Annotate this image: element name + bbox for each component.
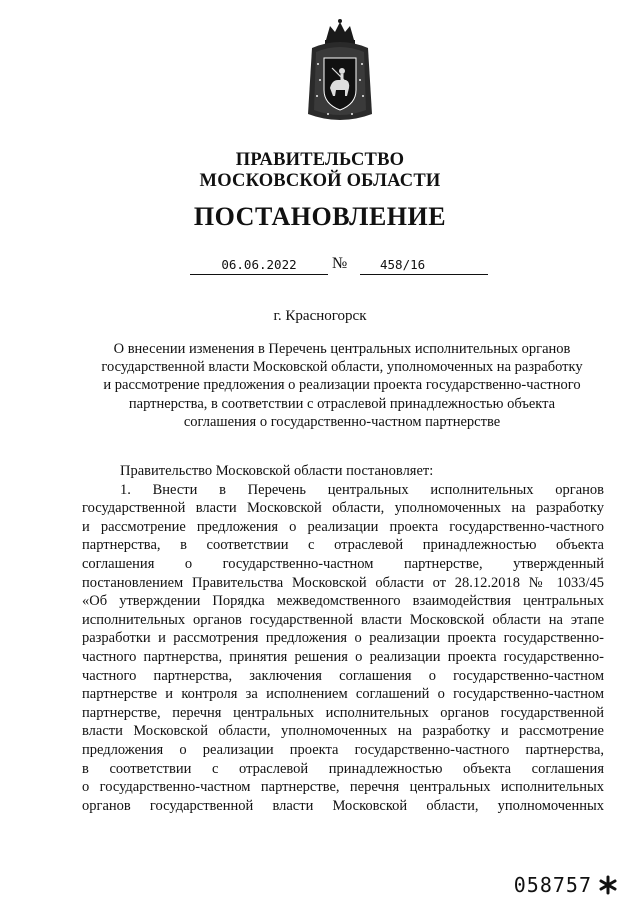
decree-subject	[90, 340, 594, 431]
date-number-line	[190, 256, 490, 278]
body-intro: Правительство Московской области постановляет:	[120, 463, 434, 479]
subject-line: О внесении изменения в Перечень центральных исполнительных органов	[113, 341, 571, 357]
decree-number: 458/16	[360, 256, 488, 275]
moscow-oblast-coat-of-arms-icon	[302, 18, 378, 126]
body-line: исполнительных органов государственной власти Московской области на этапе	[82, 611, 604, 628]
body-line: предложения о реализации проекта государственно-частного партнерства,	[82, 741, 604, 758]
government-line-2: МОСКОВСКОЙ ОБЛАСТИ	[199, 171, 441, 191]
government-line-1: ПРАВИТЕЛЬСТВО	[235, 150, 405, 170]
body-line: «Об утверждении Порядка межведомственного взаимодействия центральных	[82, 593, 604, 610]
body-line: партнерстве и контроля за исполнением соглашений о государственно-частном	[82, 686, 604, 703]
body-line: партнерстве, перечня центральных исполнительных органов государственной	[82, 704, 604, 721]
subject-line: государственной власти Московской области, уполномоченных на разработку	[101, 359, 583, 376]
body-line: 1. Внести в Перечень центральных исполнительных органов	[120, 481, 604, 498]
body-line: власти Московской области, уполномоченных на разработку и рассмотрение	[82, 723, 604, 740]
body-line: соглашения о государственно-частном партнерстве, утвержденный	[82, 555, 604, 572]
asterisk-mark-icon	[598, 875, 618, 895]
body-line: постановлением Правительства Московской области от 28.12.2018 № 1033/45	[82, 574, 604, 591]
government-name	[0, 150, 640, 192]
body-line: партнерства, в соответствии с отраслевой принадлежностью объекта	[82, 537, 604, 554]
body-line: частного партнерства, заключения соглашения о государственно-частном	[82, 667, 604, 684]
form-serial-number: 058757	[513, 873, 592, 897]
body-line: государственной власти Московской области, уполномоченных на разработку	[82, 500, 604, 517]
number-sign: №	[332, 255, 348, 272]
body-line: частного партнерства, принятия решения о реализации проекта государственно-	[82, 648, 604, 665]
decree-date: 06.06.2022	[190, 256, 328, 275]
subject-line: партнерства, в соответствии с отраслевой принадлежностью объекта	[128, 395, 556, 412]
decree-body	[82, 462, 604, 815]
body-line: в соответствии с отраслевой принадлежностью объекта соглашения	[82, 760, 604, 777]
form-serial	[514, 873, 618, 897]
city-of-issue: г. Красногорск	[273, 308, 367, 324]
subject-line: соглашения о государственно-частном партнерстве	[183, 413, 501, 430]
body-line: разработки и рассмотрения предложения о реализации проекта государственно-	[82, 630, 604, 647]
body-line: органов государственной власти Московской области, уполномоченных	[82, 797, 604, 814]
document-type-title: ПОСТАНОВЛЕНИЕ	[193, 202, 447, 231]
body-line: и рассмотрение предложения о реализации проекта государственно-частного	[82, 518, 604, 535]
subject-line: и рассмотрение предложения о реализации проекта государственно-частного	[103, 377, 581, 394]
body-line: о государственно-частном партнерстве, перечня центральных исполнительных	[82, 779, 604, 796]
